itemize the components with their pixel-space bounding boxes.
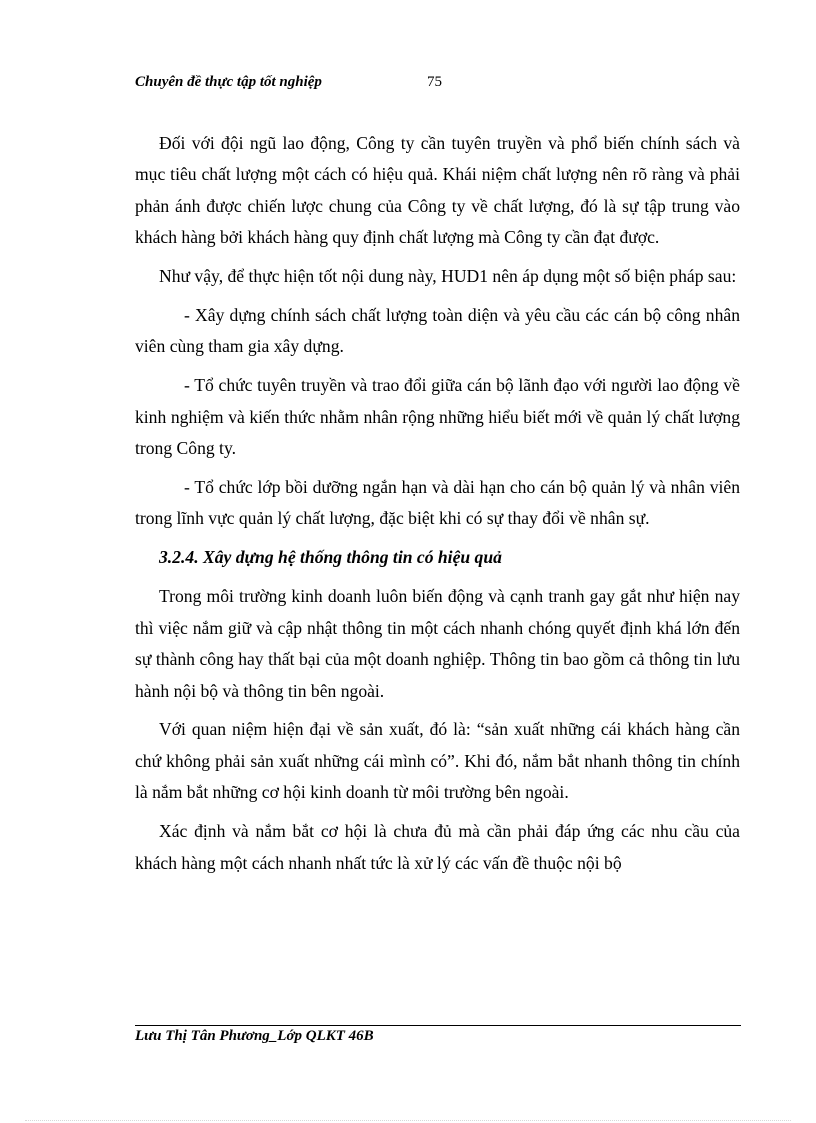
page-bottom-edge [25, 1120, 791, 1121]
paragraph: Xác định và nắm bắt cơ hội là chưa đủ mà cần phải đáp ứng các nhu cầu của khách hàng một cách nhanh nhất tức là xử lý các vấn đề thuộc nội bộ [135, 821, 740, 873]
paragraph: Như vậy, để thực hiện tốt nội dung này, HUD1 nên áp dụng một số biện pháp sau: [159, 266, 737, 287]
footer-author: Lưu Thị Tân Phương_Lớp QLKT 46B [135, 1028, 374, 1044]
bullet-item: - Tổ chức tuyên truyền và trao đổi giữa cán bộ lãnh đạo với người lao động về kinh nghiệm và kiến thức nhằm nhân rộng những hiểu biết mới về quản lý chất lượng trong Công ty. [135, 375, 740, 459]
bullet-item: - Xây dựng chính sách chất lượng toàn diện và yêu cầu các cán bộ công nhân viên cùng tham gia xây dựng. [135, 305, 740, 357]
page-header [135, 74, 745, 98]
section-heading: 3.2.4. Xây dựng hệ thống thông tin có hiệu quả [159, 547, 502, 568]
bullet-item: - Tổ chức lớp bồi dưỡng ngắn hạn và dài hạn cho cán bộ quản lý và nhân viên trong lĩnh vực quản lý chất lượng, đặc biệt khi có sự thay đổi về nhân sự. [135, 477, 740, 529]
paragraph: Đối với đội ngũ lao động, Công ty cần tuyên truyền và phổ biến chính sách và mục tiêu chất lượng một cách có hiệu quả. Khái niệm chất lượng nên rõ ràng và phải phản ánh được chiến lược chung của Công ty về chất lượng, đó là sự tập trung vào khách hàng bởi khách hàng quy định chất lượng mà Công ty cần đạt được. [135, 133, 740, 248]
paragraph: Với quan niệm hiện đại về sản xuất, đó là: “sản xuất những cái khách hàng cần chứ không phải sản xuất những cái mình có”. Khi đó, nắm bắt nhanh thông tin chính là nắm bắt những cơ hội kinh doanh từ môi trường bên ngoài. [135, 719, 740, 803]
paragraph: Trong môi trường kinh doanh luôn biến động và cạnh tranh gay gắt như hiện nay thì việc nắm giữ và cập nhật thông tin một cách nhanh chóng quyết định khá lớn đến sự thành công hay thất bại của một doanh nghiệp. Thông tin bao gồm cả thông tin lưu hành nội bộ và thông tin bên ngoài. [135, 586, 740, 701]
header-title: Chuyên đề thực tập tốt nghiệp [135, 74, 322, 90]
footer-divider [135, 1025, 741, 1026]
page-number: 75 [427, 74, 442, 90]
document-body [135, 128, 740, 886]
